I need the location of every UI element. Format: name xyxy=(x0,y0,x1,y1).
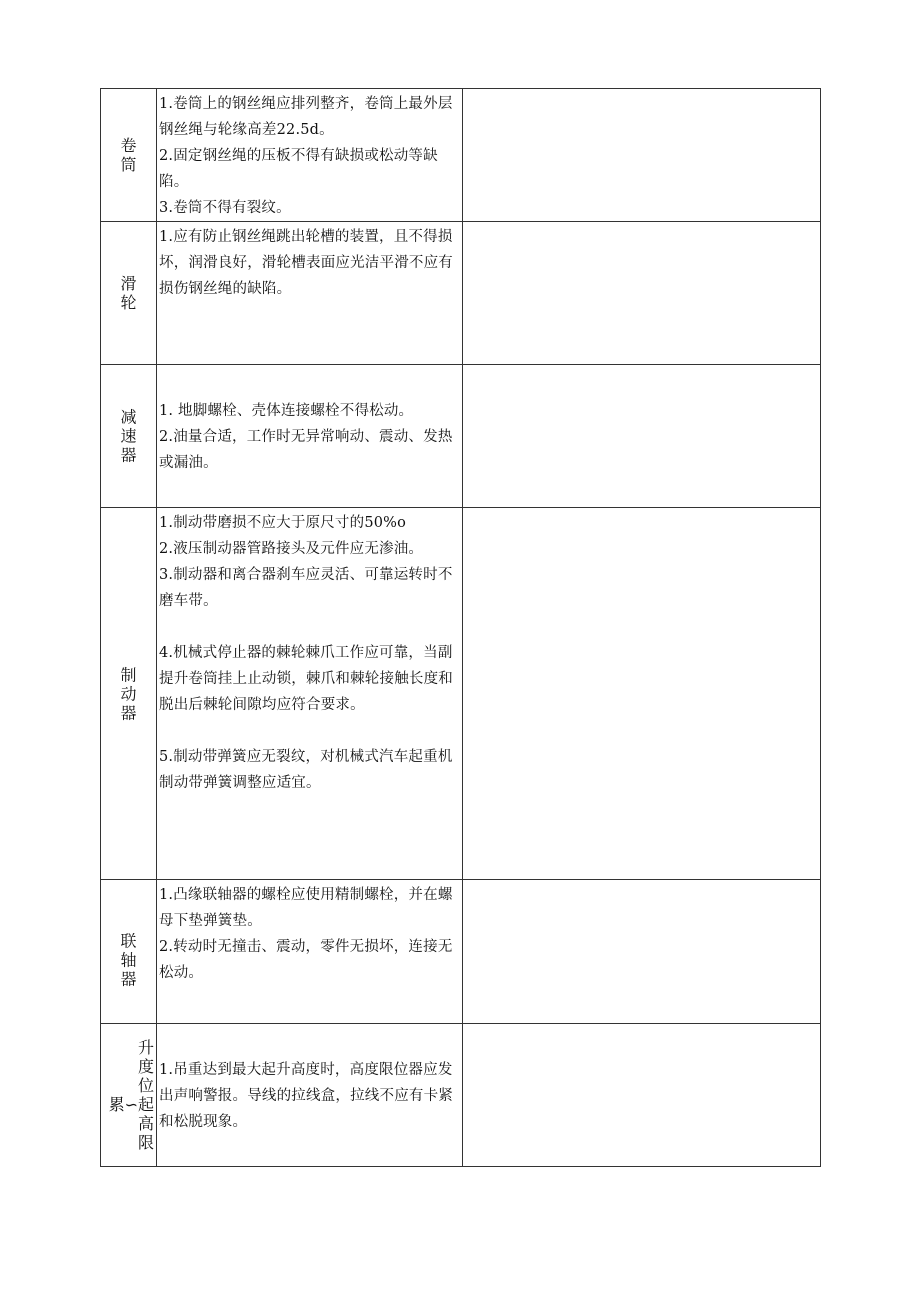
result-cell[interactable] xyxy=(463,365,821,508)
requirement-item: 3.卷筒不得有裂纹。 xyxy=(159,200,291,216)
table-row-coupling xyxy=(101,880,821,1024)
table-row-brake xyxy=(101,508,821,880)
table-row-height-limiter xyxy=(101,1024,821,1167)
table-row-reducer xyxy=(101,365,821,508)
result-cell[interactable] xyxy=(463,89,821,222)
row-label-cell xyxy=(101,222,157,365)
requirement-item: 1.吊重达到最大起升高度时，高度限位器应发出声响警报。导线的拉线盒，拉线不应有卡紧和松脱现象。 xyxy=(159,1062,453,1130)
row-label-cell xyxy=(101,880,157,1024)
row-label: 滑 轮 xyxy=(120,274,137,312)
row-label: 制 动 器 xyxy=(120,665,137,722)
row-label: 卷 筒 xyxy=(120,136,137,174)
requirement-item: 1. 地脚螺栓、壳体连接螺栓不得松动。 xyxy=(159,403,414,419)
table-row-pulley xyxy=(101,222,821,365)
row-label-cell xyxy=(101,1024,157,1167)
requirements-cell xyxy=(157,880,463,1024)
result-cell[interactable] xyxy=(463,222,821,365)
requirements-cell xyxy=(157,89,463,222)
row-label-cell xyxy=(101,89,157,222)
requirement-item: 1.卷筒上的钢丝绳应排列整齐，卷筒上最外层钢丝绳与轮缘高差22.5d。 xyxy=(159,96,453,138)
result-cell[interactable] xyxy=(463,880,821,1024)
requirement-item: 4.机械式停止器的棘轮棘爪工作应可靠，当副提升卷筒挂上止动锁，棘爪和棘轮接触长度和脱出后棘轮间隙均应符合要求。 xyxy=(159,645,453,713)
row-label: 减 速 器 xyxy=(120,407,137,465)
requirement-item: 2.油量合适，工作时无异常响动、震动、发热或漏油。 xyxy=(159,429,453,471)
requirement-item: 1.凸缘联轴器的螺栓应使用精制螺栓，并在螺母下垫弹簧垫。 xyxy=(159,887,453,929)
result-cell[interactable] xyxy=(463,508,821,880)
requirement-item: 1.制动带磨损不应大于原尺寸的50%o xyxy=(159,515,407,531)
table-row-drum xyxy=(101,89,821,222)
requirement-item: 1.应有防止钢丝绳跳出轮槽的装置，且不得损坏，润滑良好，滑轮槽表面应光洁平滑不应有损伤钢丝绳的缺陷。 xyxy=(159,229,453,297)
result-cell[interactable] xyxy=(463,1024,821,1167)
requirements-cell xyxy=(157,1024,463,1167)
requirement-item: 5.制动带弹簧应无裂纹，对机械式汽车起重机制动带弹簧调整应适宜。 xyxy=(159,749,453,791)
requirement-item: 2.液压制动器管路接头及元件应无渗油。 xyxy=(159,541,424,557)
row-label-cell xyxy=(101,508,157,880)
row-label-cell xyxy=(101,365,157,508)
row-label: 联 轴 器 xyxy=(120,931,137,989)
row-label: 升 度 位 累∽起 高 限 xyxy=(108,1038,154,1152)
requirements-cell xyxy=(157,365,463,508)
requirements-cell xyxy=(157,508,463,880)
inspection-table xyxy=(100,88,821,1167)
requirement-item: 2.转动时无撞击、震动，零件无损坏，连接无松动。 xyxy=(159,939,453,981)
requirement-item: 3.制动器和离合器刹车应灵活、可靠运转时不磨车带。 xyxy=(159,567,453,609)
requirement-item: 2.固定钢丝绳的压板不得有缺损或松动等缺陷。 xyxy=(159,148,438,190)
requirements-cell xyxy=(157,222,463,365)
